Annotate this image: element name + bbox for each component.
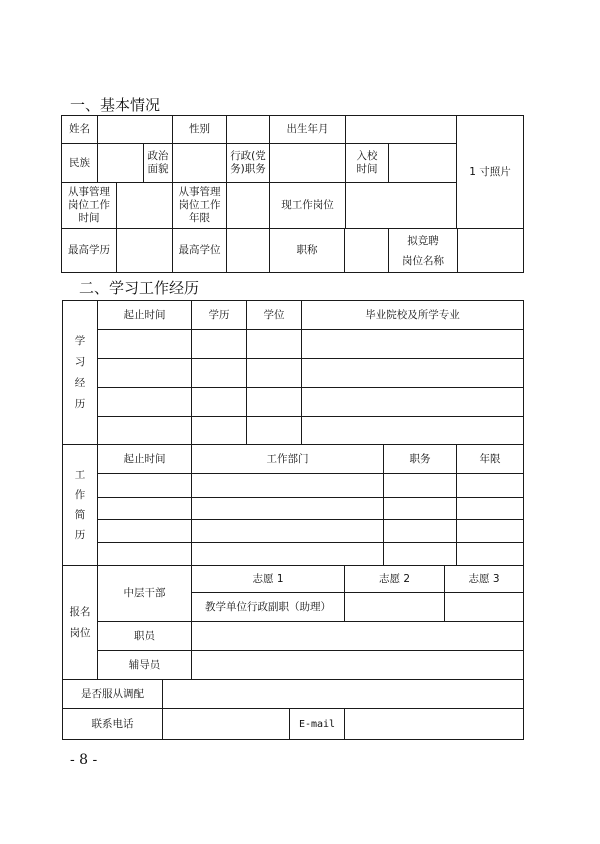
application-side-label: 报名 岗位 bbox=[62, 565, 98, 680]
study-row-1-school[interactable] bbox=[301, 329, 524, 359]
admin-post-label: 行政(党 务)职务 bbox=[226, 143, 270, 183]
staff-field[interactable] bbox=[191, 621, 524, 651]
study-header-school-major: 毕业院校及所学专业 bbox=[301, 300, 524, 330]
mgmt-years-field[interactable] bbox=[226, 182, 270, 229]
choice-2-field[interactable] bbox=[344, 592, 445, 622]
study-row-3-school[interactable] bbox=[301, 387, 524, 417]
choice-3-header: 志愿 3 bbox=[444, 565, 524, 593]
highest-degree-label: 最高学位 bbox=[172, 228, 227, 273]
study-header-education: 学历 bbox=[191, 300, 247, 330]
birth-date-label: 出生年月 bbox=[269, 115, 346, 144]
study-row-2-education[interactable] bbox=[191, 358, 247, 388]
study-row-1-education[interactable] bbox=[191, 329, 247, 359]
work-row-2-years[interactable] bbox=[456, 497, 524, 520]
political-status-field[interactable] bbox=[172, 143, 227, 183]
counselor-label: 辅导员 bbox=[97, 650, 192, 680]
highest-degree-field[interactable] bbox=[226, 228, 270, 273]
study-row-2-period[interactable] bbox=[97, 358, 192, 388]
study-row-4-school[interactable] bbox=[301, 416, 524, 445]
obey-adjustment-field[interactable] bbox=[162, 679, 524, 709]
study-row-3-education[interactable] bbox=[191, 387, 247, 417]
work-row-3-period[interactable] bbox=[97, 519, 192, 543]
study-row-2-degree[interactable] bbox=[246, 358, 302, 388]
work-row-3-position[interactable] bbox=[383, 519, 457, 543]
enrollment-time-field[interactable] bbox=[388, 143, 457, 183]
work-row-4-position[interactable] bbox=[383, 542, 457, 566]
study-header-degree: 学位 bbox=[246, 300, 302, 330]
choice-2-header: 志愿 2 bbox=[344, 565, 445, 593]
name-field[interactable] bbox=[97, 115, 173, 144]
work-row-2-department[interactable] bbox=[191, 497, 384, 520]
professional-title-label: 职称 bbox=[269, 228, 345, 273]
work-row-1-position[interactable] bbox=[383, 473, 457, 498]
staff-label: 职员 bbox=[97, 621, 192, 651]
professional-title-field[interactable] bbox=[344, 228, 389, 273]
name-label: 姓名 bbox=[61, 115, 98, 144]
work-row-2-position[interactable] bbox=[383, 497, 457, 520]
study-row-1-degree[interactable] bbox=[246, 329, 302, 359]
highest-education-field[interactable] bbox=[116, 228, 173, 273]
section-title-basic-info: 一、基本情况 bbox=[70, 96, 161, 114]
obey-adjustment-label: 是否服从调配 bbox=[62, 679, 163, 709]
choice-3-field[interactable] bbox=[444, 592, 524, 622]
work-header-years: 年限 bbox=[456, 444, 524, 474]
work-row-2-period[interactable] bbox=[97, 497, 192, 520]
study-row-4-degree[interactable] bbox=[246, 416, 302, 445]
birth-date-field[interactable] bbox=[345, 115, 457, 144]
ethnicity-label: 民族 bbox=[61, 143, 98, 183]
study-header-period: 起止时间 bbox=[97, 300, 192, 330]
counselor-field[interactable] bbox=[191, 650, 524, 680]
work-header-period: 起止时间 bbox=[97, 444, 192, 474]
mgmt-time-label: 从事管理 岗位工作 时间 bbox=[61, 182, 117, 229]
work-row-4-period[interactable] bbox=[97, 542, 192, 566]
work-row-1-years[interactable] bbox=[456, 473, 524, 498]
work-row-1-period[interactable] bbox=[97, 473, 192, 498]
study-row-2-school[interactable] bbox=[301, 358, 524, 388]
phone-label: 联系电话 bbox=[62, 708, 163, 740]
study-row-4-period[interactable] bbox=[97, 416, 192, 445]
political-status-label: 政治 面貌 bbox=[143, 143, 173, 183]
work-side-label: 工 作 简 历 bbox=[62, 444, 98, 566]
target-post-field[interactable] bbox=[457, 228, 524, 273]
work-row-1-department[interactable] bbox=[191, 473, 384, 498]
work-header-position: 职务 bbox=[383, 444, 457, 474]
choice-1-field[interactable]: 教学单位行政副职（助理） bbox=[191, 592, 345, 622]
mgmt-years-label: 从事管理 岗位工作 年限 bbox=[172, 182, 227, 229]
study-row-3-degree[interactable] bbox=[246, 387, 302, 417]
work-header-department: 工作部门 bbox=[191, 444, 384, 474]
photo-box[interactable]: 1 寸照片 bbox=[456, 115, 524, 229]
current-post-field[interactable] bbox=[345, 182, 457, 229]
email-label: E-mail bbox=[289, 708, 345, 740]
page-number: - 8 - bbox=[70, 752, 98, 768]
work-row-4-department[interactable] bbox=[191, 542, 384, 566]
highest-education-label: 最高学历 bbox=[61, 228, 117, 273]
study-side-label: 学 习 经 历 bbox=[62, 300, 98, 445]
email-field[interactable] bbox=[344, 708, 524, 740]
phone-field[interactable] bbox=[162, 708, 290, 740]
work-row-4-years[interactable] bbox=[456, 542, 524, 566]
enrollment-time-label: 入校 时间 bbox=[345, 143, 389, 183]
study-row-1-period[interactable] bbox=[97, 329, 192, 359]
choice-1-header: 志愿 1 bbox=[191, 565, 345, 593]
current-post-label: 现工作岗位 bbox=[269, 182, 346, 229]
middle-cadre-label: 中层干部 bbox=[97, 565, 192, 622]
ethnicity-field[interactable] bbox=[97, 143, 144, 183]
study-row-4-education[interactable] bbox=[191, 416, 247, 445]
admin-post-field[interactable] bbox=[269, 143, 346, 183]
gender-label: 性别 bbox=[172, 115, 227, 144]
section-title-study-work: 二、学习工作经历 bbox=[79, 279, 200, 297]
mgmt-time-field[interactable] bbox=[116, 182, 173, 229]
target-post-label: 拟竞聘 岗位名称 bbox=[388, 228, 458, 273]
work-row-3-department[interactable] bbox=[191, 519, 384, 543]
gender-field[interactable] bbox=[226, 115, 270, 144]
work-row-3-years[interactable] bbox=[456, 519, 524, 543]
study-row-3-period[interactable] bbox=[97, 387, 192, 417]
